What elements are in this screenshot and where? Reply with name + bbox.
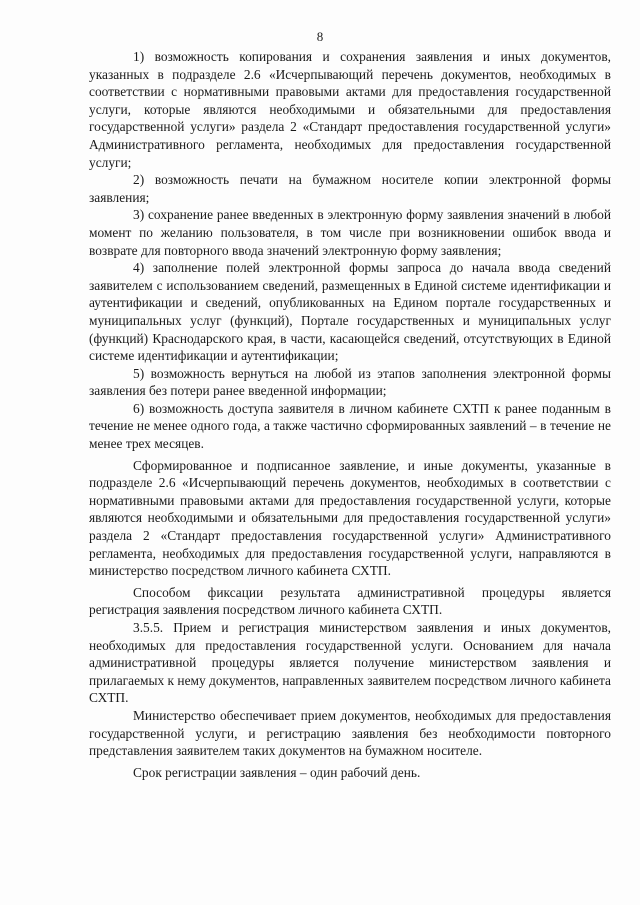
- page-number: 8: [316, 29, 324, 44]
- paragraph-11: Срок регистрации заявления – один рабочий день.: [133, 764, 421, 780]
- paragraph-10: Министерство обеспечивает прием документов, необходимых для предоставления государственной услуги, и регистрацию заявления без необходимости повторного представления заявителем таких документов на бумажном носителе.: [89, 707, 611, 759]
- paragraph-4: 4) заполнение полей электронной формы запроса до начала ввода сведений заявителем с использованием сведений, размещенных в Единой системе идентификации и аутентификации и сведений, опубликованных на Едином портале государственных и муниципальных услуг (функций), Портале государственных и муниципальных услуг (функций) Краснодарского края, в части, касающейся сведений, отсутствующих в Единой системе идентификации и аутентификации;: [89, 260, 611, 364]
- paragraph-1: 1) возможность копирования и сохранения заявления и иных документов, указанных в подразделе 2.6 «Исчерпывающий перечень документов, необходимых в соответствии с нормативными правовыми актами для предоставления государственной услуги, которые являются необходимыми и обязательными для предоставления государственной услуги» раздела 2 «Стандарт предоставления государственной услуги» Административного регламента, необходимых для предоставления государственной услуги;: [89, 49, 611, 170]
- paragraph-3: 3) сохранение ранее введенных в электронную форму заявления значений в любой момент по желанию пользователя, в том числе при возникновении ошибок ввода и возврате для повторного ввода значений электронную форму заявления;: [89, 207, 611, 258]
- paragraph-6: 6) возможность доступа заявителя в личном кабинете СХТП к ранее поданным в течение не менее одного года, а также частично сформированных заявлений – в течение не менее трех месяцев.: [89, 400, 611, 452]
- paragraph-8: Способом фиксации результата административной процедуры является регистрация заявления посредством личного кабинета СХТП.: [89, 584, 611, 618]
- paragraph-7: Сформированное и подписанное заявление, и иные документы, указанные в подразделе 2.6 «Исчерпывающий перечень документов, необходимых в соответствии с нормативными правовыми актами для предоставления государственной услуги, которые являются необходимыми и обязательными для предоставления государственной услуги» раздела 2 «Стандарт предоставления государственной услуги» Административного регламента, необходимых для предоставления государственной услуги, направляются в министерство посредством личного кабинета СХТП.: [89, 457, 611, 579]
- document-body: [89, 48, 611, 781]
- paragraph-2: 2) возможность печати на бумажном носителе копии электронной формы заявления;: [89, 172, 611, 205]
- paragraph-5: 5) возможность вернуться на любой из этапов заполнения электронной формы заявления без потери ранее введенной информации;: [89, 365, 611, 399]
- paragraph-9: 3.5.5. Прием и регистрация министерством заявления и иных документов, необходимых для предоставления государственной услуги. Основанием для начала административной процедуры является получение министерством заявления и прилагаемых к нему документов, направленных заявителем посредством личного кабинета СХТП.: [89, 620, 611, 706]
